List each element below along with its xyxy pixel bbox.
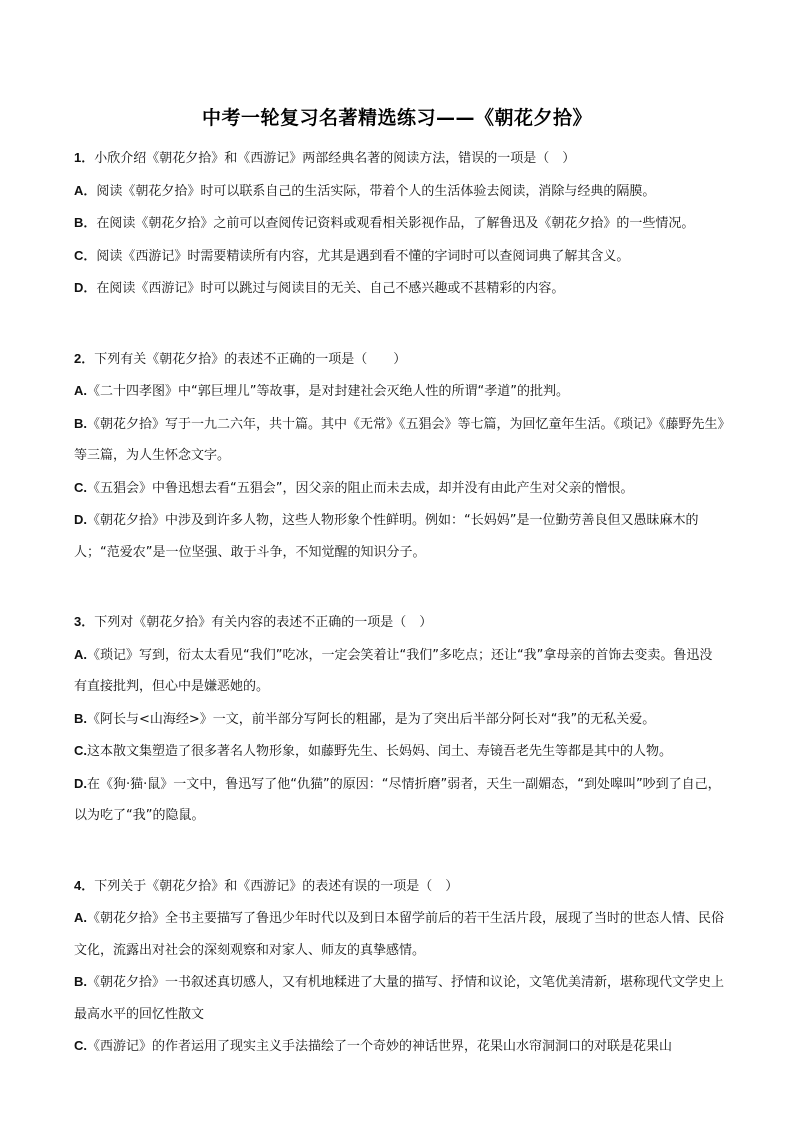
question-list [74,142,724,1101]
option-text: 在阅读《西游记》时可以跳过与阅读目的无关、自己不感兴趣或不甚精彩的内容。 [96,281,565,296]
option-d [74,504,724,568]
option-b [74,408,724,472]
option-label: A． [74,182,97,198]
question-stem [74,343,724,376]
option-text: 在《狗·猫·鼠》一文中，鲁迅写了他“仇猫”的原因：“尽情折磨”弱者，天生一副媚态，“到处嗥叫”吵到了自己，以为吃了“我”的隐鼠。 [74,776,721,823]
option-label: A. [74,646,87,662]
option-c [74,240,724,273]
question-stem-text: 下列有关《朝花夕拾》的表述不正确的一项是（ ） [94,351,407,367]
option-text: 《阿长与<山海经>》一文，前半部分写阿长的粗鄙，是为了突出后半部分阿长对“我”的无私关爱。 [87,711,656,727]
option-label: D． [74,280,97,295]
question-stem [74,870,724,903]
option-label: C. [74,479,87,495]
option-d [74,768,724,832]
option-text: 《琐记》写到，衍太太看见“我们”吃冰，一定会笑着让“我们”多吃点；还让“我”拿母亲的首饰去变卖。鲁迅没有直接批判，但心中是嫌恶她的。 [74,647,713,694]
option-text: 这本散文集塑造了很多著名人物形象，如藤野先生、长妈妈、闰土、寿镜吾老先生等都是其中的人物。 [87,744,673,759]
question-number: 1． [74,150,95,165]
question-3 [74,606,724,832]
option-a [74,375,724,408]
option-b [74,966,724,1030]
option-label: A. [74,383,87,398]
option-d [74,272,724,305]
option-b [74,207,724,240]
document-title: 中考一轮复习名著精选练习——《朝花夕拾》 [201,107,592,129]
option-a [74,639,724,703]
question-number: 4． [74,877,95,893]
question-1 [74,142,724,305]
question-number: 2． [74,350,95,366]
option-a [74,175,724,208]
option-text: 《朝花夕拾》全书主要描写了鲁迅少年时代以及到日本留学前后的若干生活片段，展现了当时的世态人情、民俗文化，流露出对社会的深刻观察和对家人、师友的真挚感情。 [74,911,725,958]
option-c [74,472,724,505]
option-c [74,1030,724,1063]
option-text: 阅读《朝花夕拾》时可以联系自己的生活实际，带着个人的生活体验去阅读，消除与经典的隔膜。 [96,183,656,199]
option-text: 《五猖会》中鲁迅想去看“五猖会”，因父亲的阻止而未去成，却并没有由此产生对父亲的憎恨。 [87,480,634,496]
option-text: 《朝花夕拾》写于一九二六年，共十篇。其中《无常》《五猖会》等七篇，为回忆童年生活。《琐记》《藤野先生》等三篇，为人生怀念文字。 [74,416,725,463]
option-text: 《朝花夕拾》中涉及到许多人物，这些人物形象个性鲜明。例如：“长妈妈”是一位勤劳善良但又愚昧麻木的人；“范爱农”是一位坚强、敢于斗争，不知觉醒的知识分子。 [74,513,699,560]
option-c [74,735,724,768]
option-label: B. [74,974,87,989]
option-text: 《西游记》的作者运用了现实主义手法描绘了一个奇妙的神话世界，花果山水帘洞洞口的对联是花果山 [87,1039,673,1054]
option-text: 在阅读《朝花夕拾》之前可以查阅传记资料或观看相关影视作品，了解鲁迅及《朝花夕拾》的一些情况。 [96,216,695,231]
option-label: A. [74,910,87,925]
option-label: C． [74,247,97,263]
option-label: B． [74,215,97,230]
option-label: C. [74,1038,87,1053]
option-a [74,902,724,966]
option-label: B. [74,710,87,726]
question-4 [74,870,724,1063]
option-text: 《朝花夕拾》一书叙述真切感人，又有机地糅进了大量的描写、抒情和议论，文笔优美清新，堪称现代文学史上最高水平的回忆性散文 [74,975,725,1022]
question-stem [74,142,724,175]
question-stem-text: 下列对《朝花夕拾》有关内容的表述不正确的一项是（ ） [94,615,433,630]
option-text: 《二十四孝图》中“郭巨埋儿”等故事，是对封建社会灭绝人性的所谓“孝道”的批判。 [87,384,569,399]
option-label: B. [74,415,87,431]
option-text: 阅读《西游记》时需要精读所有内容，尤其是遇到看不懂的字词时可以查阅词典了解其含义。 [96,248,630,264]
option-label: D. [74,512,87,527]
question-stem [74,606,724,639]
question-2 [74,343,724,569]
option-b [74,703,724,736]
question-stem-text: 下列关于《朝花夕拾》和《西游记》的表述有误的一项是（ ） [94,878,459,894]
question-stem-text: 小欣介绍《朝花夕拾》和《西游记》两部经典名著的阅读方法，错误的一项是（ ） [94,151,576,166]
option-label: C. [74,743,87,758]
question-number: 3． [74,614,95,629]
option-label: D. [74,775,87,791]
